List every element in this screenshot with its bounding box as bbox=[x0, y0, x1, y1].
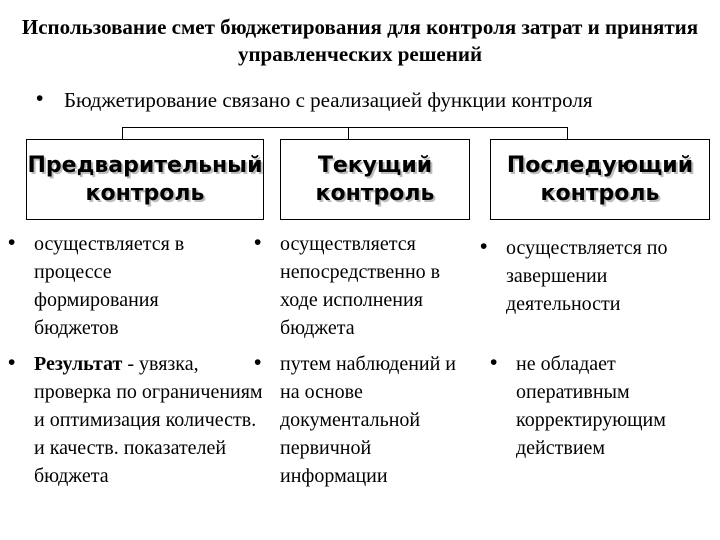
col1-point2-rest: - увязка, проверка по ограничениям и оптимизация количеств. и качеств. показателей бюджета bbox=[34, 353, 263, 487]
col1-point2-text bbox=[34, 350, 269, 490]
box-preliminary-control bbox=[26, 139, 264, 220]
bullet-icon: • bbox=[8, 231, 16, 254]
slide-title: Использование смет бюджетирования для контроля затрат и принятия управленческих решений bbox=[21, 15, 699, 66]
col1-point2-bold: Результат bbox=[34, 353, 123, 375]
box-subsequent-line2: контроль bbox=[540, 180, 660, 206]
box-current-line2: контроль bbox=[315, 180, 435, 206]
bullet-icon: • bbox=[254, 231, 262, 254]
col2-point2-text: путем наблюдений и на основе документальной первичной информации bbox=[280, 353, 457, 487]
bullet-icon: • bbox=[8, 351, 16, 374]
col1-point1-text: осуществляется в процессе формирования бюджетов bbox=[34, 233, 185, 339]
box-current-control bbox=[280, 139, 470, 220]
bullet-icon: • bbox=[36, 87, 44, 110]
box-preliminary-line2: контроль bbox=[85, 180, 205, 206]
bullet-icon: • bbox=[490, 351, 498, 374]
box-current-line1: Текущий bbox=[317, 152, 433, 178]
col3-point1-text: осуществляется по завершении деятельности bbox=[506, 237, 668, 315]
box-subsequent-control bbox=[490, 139, 710, 220]
intro-text: Бюджетирование связано с реализацией функции контроля bbox=[64, 88, 593, 112]
box-preliminary-line1: Предварительный bbox=[27, 152, 263, 178]
box-subsequent-line1: Последующий bbox=[506, 152, 694, 178]
col2-point1-text: осуществляется непосредственно в ходе исполнения бюджета bbox=[280, 233, 441, 339]
bullet-icon: • bbox=[480, 235, 488, 258]
bullet-icon: • bbox=[254, 351, 262, 374]
col3-point2-text: не обладает оперативным корректирующим действием bbox=[516, 353, 666, 459]
